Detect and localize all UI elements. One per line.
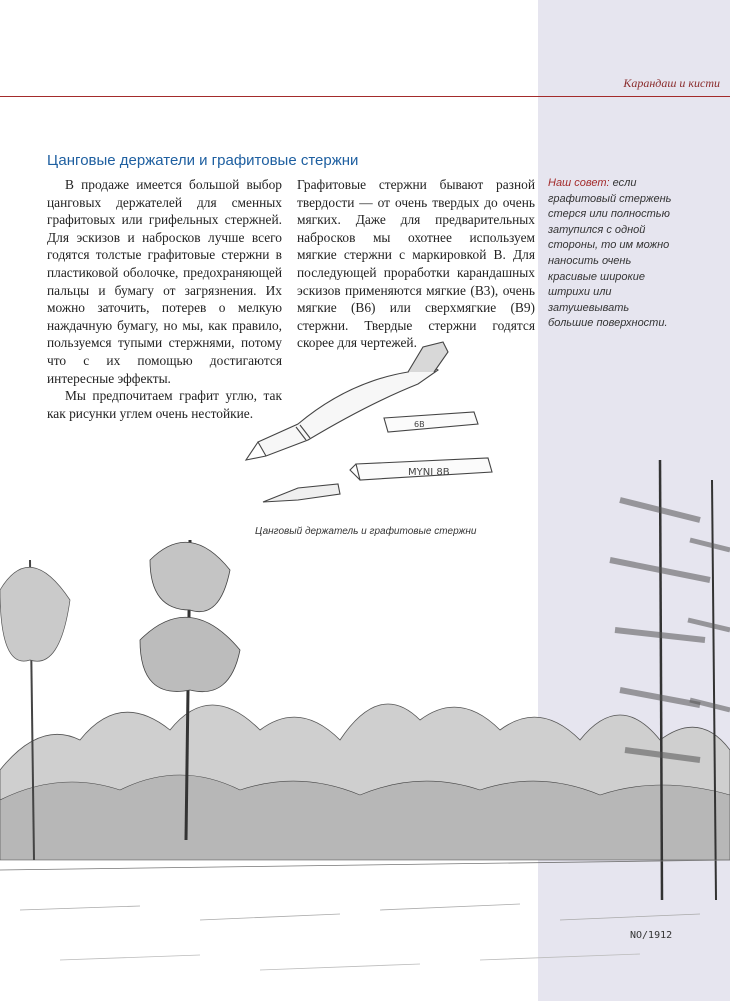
- landscape-sketch: [0, 440, 730, 1001]
- tip-text: если графитовый стержень стерся или полностью затупился с одной стороны, то им можно наносить очень красивые широкие штрихи или затушевывать большие поверхности.: [548, 177, 672, 330]
- paragraph: Графитовые стержни бывают разной твердости — от очень твердых до очень мягких. Даже для предварительных набросков мы охотнее используем мягкие стержни с маркировкой В. Для последующей проработки карандашных эскизов применяются мягкие (В3), очень мягкие (В6) или сверхмягкие (В9) стержни. Твердые стержни годятся скорее для чертежей.: [297, 177, 535, 351]
- tip-label: Наш совет:: [548, 177, 610, 189]
- lead-label-2: MYNI 8B: [408, 467, 450, 478]
- section-title: Цанговые держатели и графитовые стержни: [47, 152, 359, 169]
- text-column-2: [297, 176, 535, 352]
- header-rule: [0, 96, 730, 97]
- paragraph: В продаже имеется большой выбор цанговых держателей для сменных графитовых или грифельных стержней. Для эскизов и набросков лучше всего годятся толстые графитовые стержни в пластиковой оболочке, предохраняющей пальцы и бумагу от загрязнения. Их можно заточить, потерев о мелкую наждачную бумагу, но мы, как правило, пользуемся тупыми стержнями, потому что с их помощью достигаются интересные эффекты.: [47, 177, 282, 386]
- lead-label-1: 6B: [414, 420, 425, 429]
- illustration-caption: Цанговый держатель и графитовые стержни: [255, 526, 477, 537]
- paragraph: Мы предпочитаем графит углю, так как рисунки углем очень нестойкие.: [47, 388, 282, 421]
- running-head: Карандаш и кисти: [623, 76, 720, 90]
- tip-box: [548, 176, 676, 332]
- sketch-signature: NO/1912: [630, 930, 673, 941]
